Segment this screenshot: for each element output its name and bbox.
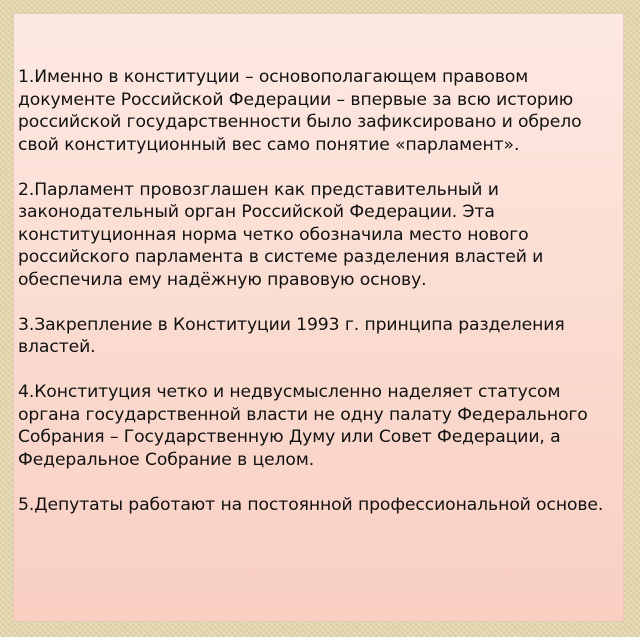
paragraph-4: 4.Конституция четко и недвусмысленно наделяет статусом органа государственной власти не одну палату Федерального Собрания – Государственную Думу или Совет Федерации, а Федеральное Собрание в целом. (18, 382, 588, 470)
slide-panel (13, 13, 624, 622)
paragraph-3: 3.Закрепление в Конституции 1993 г. принципа разделения властей. (18, 314, 565, 357)
paragraph-1: 1.Именно в конституции – основополагающем правовом документе Российской Федерации – впервые за всю историю российской государственности было зафиксировано и обрело свой конституционный вес само понятие «парламент». (18, 67, 582, 155)
paragraph-2: 2.Парламент провозглашен как представительный и законодательный орган Российской Федерации. Эта конституционная норма четко обозначила место нового российского парламента в системе разделения властей и обеспечила ему надёжную правовую основу. (18, 179, 544, 290)
paragraph-5: 5.Депутаты работают на постоянной профессиональной основе. (18, 494, 604, 515)
slide-text (18, 66, 624, 539)
